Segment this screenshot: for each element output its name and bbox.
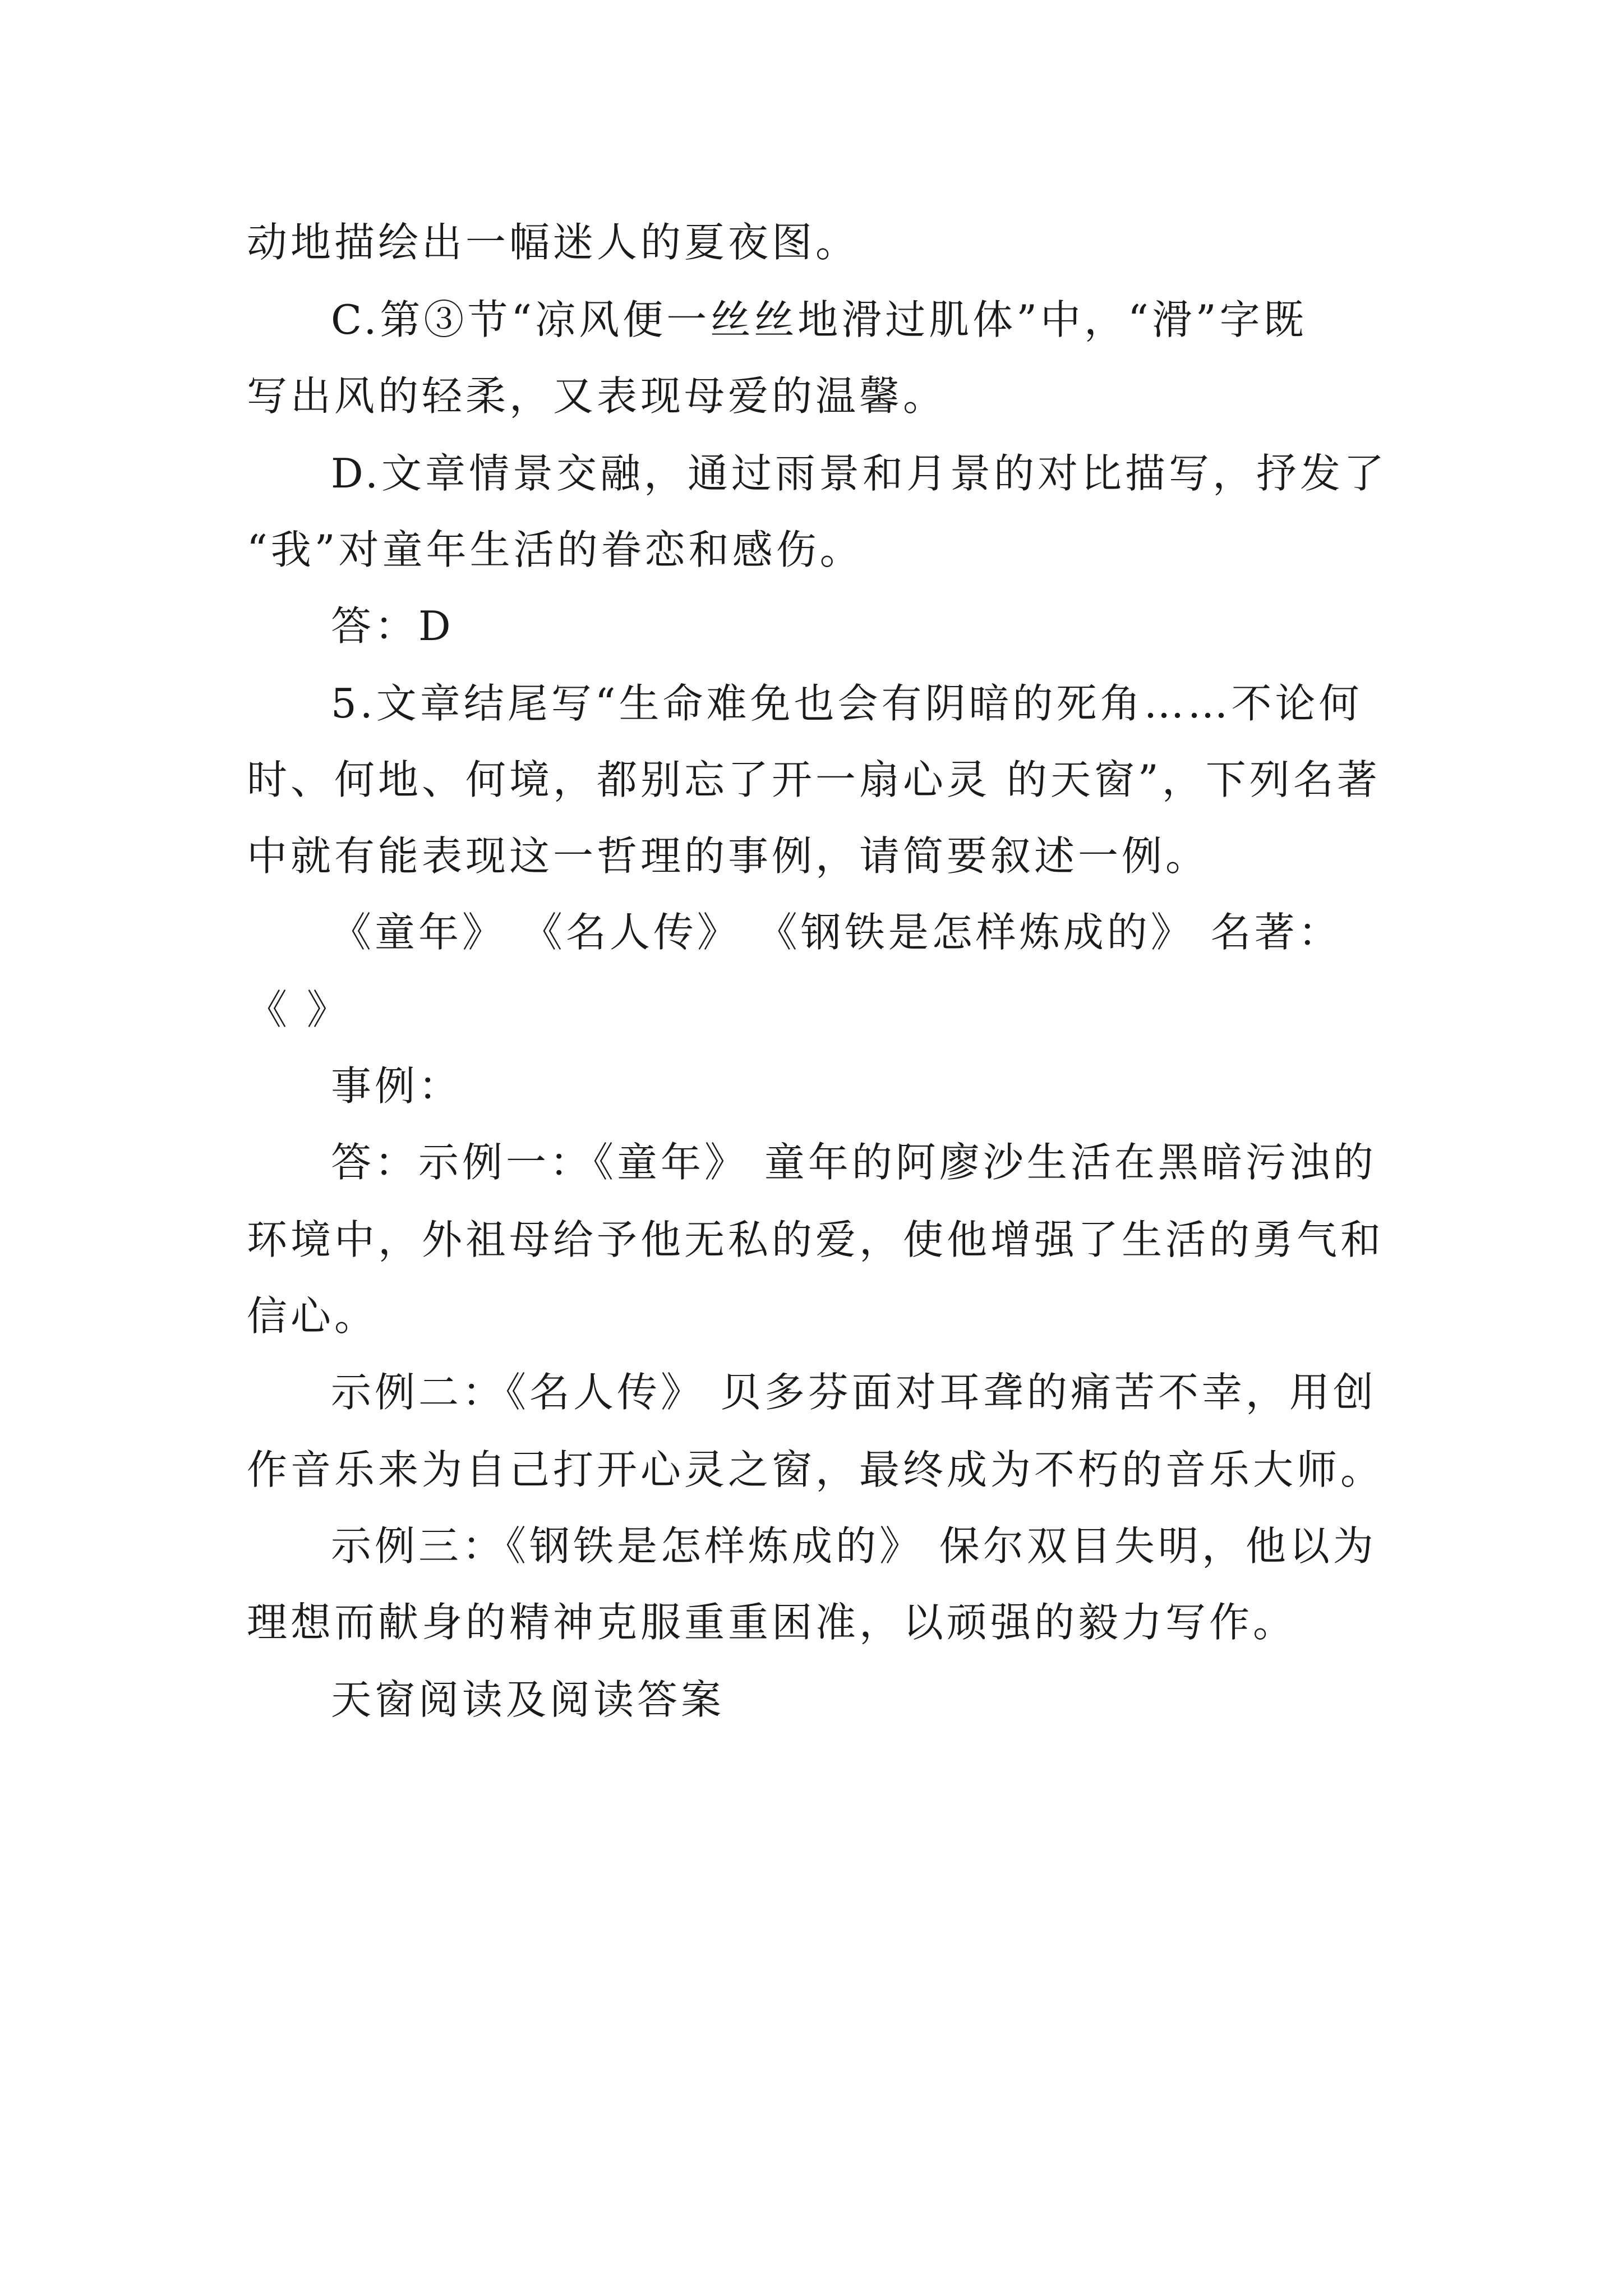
answer-line: 作音乐来为自己打开心灵之窗，最终成为不朽的音乐大师。 bbox=[247, 1446, 1385, 1493]
answer-line: 示例二：《名人传》 贝多芬面对耳聋的痛苦不幸，用创 bbox=[331, 1369, 1377, 1416]
answer-line: 示例三：《钢铁是怎样炼成的》 保尔双目失明，他以为 bbox=[331, 1522, 1377, 1570]
text-line: 写出风的轻柔，又表现母爱的温馨。 bbox=[247, 372, 947, 420]
answer-line: 理想而献身的精神克服重重困准，以顽强的毅力写作。 bbox=[247, 1599, 1297, 1646]
question-line: 中就有能表现这一哲理的事例，请简要叙述一例。 bbox=[247, 832, 1210, 880]
example-label-line: 事例： bbox=[331, 1062, 463, 1110]
question-line: 时、何地、何境，都别忘了开一扇心灵 的天窗”，下列名著 bbox=[247, 756, 1381, 803]
text-line: C.第③节“凉风便一丝丝地滑过肌体”中，“滑”字既 bbox=[331, 296, 1307, 343]
answer-line: 答：D bbox=[331, 602, 454, 650]
book-blank-line: 《 》 bbox=[247, 986, 351, 1033]
question-line: 5.文章结尾写“生命难免也会有阴暗的死角……不论何 bbox=[331, 680, 1363, 727]
answer-line: 信心。 bbox=[247, 1292, 379, 1340]
section-title-line: 天窗阅读及阅读答案 bbox=[331, 1676, 725, 1723]
answer-line: 答：示例一：《童年》 童年的阿廖沙生活在黑暗污浊的 bbox=[331, 1139, 1377, 1186]
text-line: D.文章情景交融，通过雨景和月景的对比描写，抒发了 bbox=[331, 450, 1388, 497]
text-line: 动地描绘出一幅迷人的夏夜图。 bbox=[247, 219, 860, 266]
text-line: “我”对童年生活的眷恋和感伤。 bbox=[247, 526, 864, 573]
book-options-line: 《童年》 《名人传》 《钢铁是怎样炼成的》 名著： bbox=[331, 909, 1342, 956]
answer-line: 环境中，外祖母给予他无私的爱，使他增强了生活的勇气和 bbox=[247, 1216, 1385, 1263]
